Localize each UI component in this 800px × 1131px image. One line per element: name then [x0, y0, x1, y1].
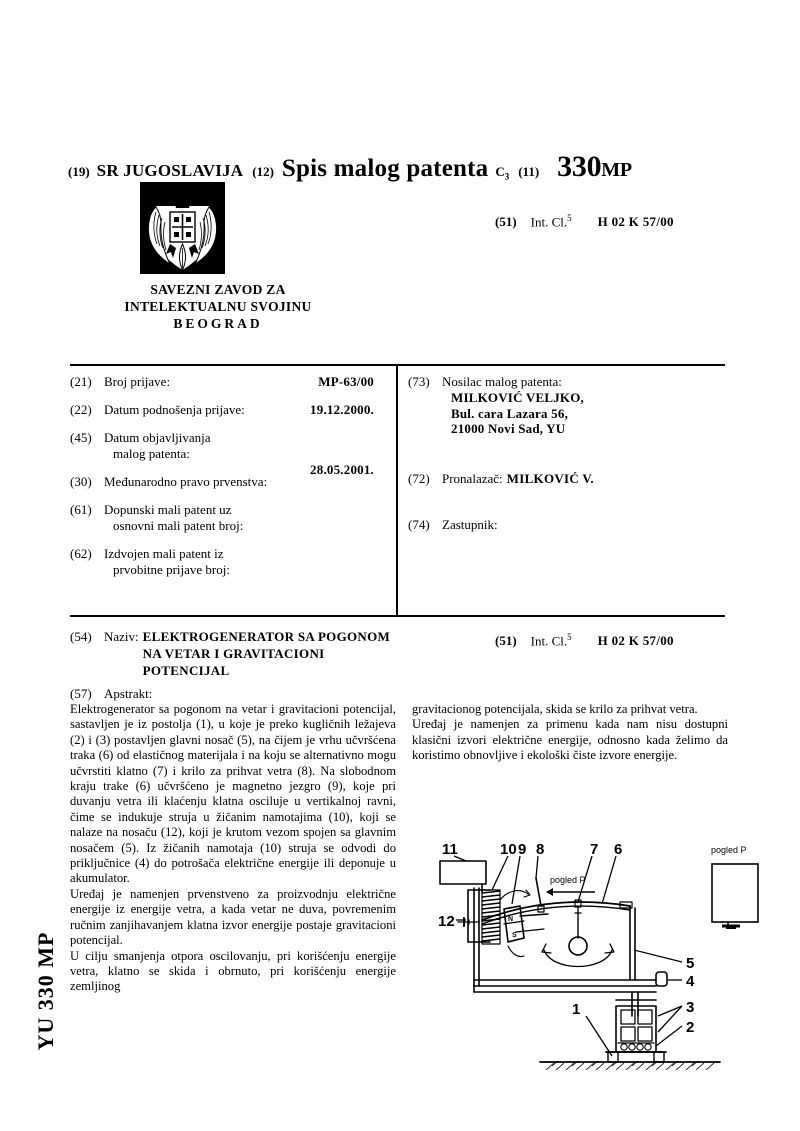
biblio-row-inventor — [408, 471, 726, 487]
office-name-line1: SAVEZNI ZAVOD ZA — [150, 282, 286, 297]
inid-code-57: (57) — [70, 686, 92, 701]
inid-code-74: (74) — [408, 516, 430, 532]
figure-arrow-view-label: pogled P — [550, 875, 586, 885]
figure-inset-view-label: pogled P — [711, 845, 747, 855]
figure-callout-4: 4 — [686, 973, 695, 990]
inid-code-61: (61) — [70, 502, 92, 517]
technical-drawing-figure — [420, 820, 780, 1070]
int-cl-top — [495, 213, 674, 230]
filing-date-label: Datum podnošenja prijave: — [104, 402, 245, 417]
biblio-row-filing-date — [70, 402, 392, 418]
publication-date-value: 28.05.2001. — [310, 462, 374, 477]
abstract-heading — [70, 686, 152, 702]
biblio-right-column — [408, 374, 726, 545]
inid-code-51-top: (51) — [495, 214, 517, 230]
abstract-column-left — [70, 702, 396, 995]
int-cl-bottom — [495, 632, 674, 649]
office-name — [103, 281, 333, 332]
document-kind-code: $C_3$ — [495, 164, 510, 182]
publication-date-label: Datum objavljivanja malog patenta: — [104, 430, 211, 461]
divisional-patent-label: Izdvojen mali patent iz prvobitne prijave broj: — [104, 546, 230, 577]
figure-callout-2: 2 — [686, 1019, 695, 1036]
figure-callout-7: 7 — [590, 841, 599, 858]
office-name-line2: INTELEKTUALNU SVOJINU — [124, 299, 312, 314]
figure-callout-6: 6 — [614, 841, 623, 858]
inid-code-51-bottom: (51) — [495, 633, 517, 649]
inid-code-54: (54) — [70, 629, 92, 644]
biblio-top-rule — [70, 364, 725, 366]
biblio-column-divider — [396, 366, 398, 616]
abstract-text-right: gravitacionog potencijala, skida se krilo za prihvat vetra. Uređaj je namenjen za primenu kada nam nisu dostupni klasični izvori električne energije, odnosno kada želimo da koristimo obnovljive i ekološki čiste izvore energije. — [412, 702, 728, 763]
invention-title-line2: NA VETAR I GRAVITACIONI — [142, 646, 325, 661]
inventor-label: Pronalazač: — [442, 470, 503, 486]
holder-city: 21000 Novi Sad, YU — [451, 421, 566, 436]
magnet-south-pole-label: S — [512, 932, 517, 939]
biblio-row-publication-date — [70, 430, 392, 477]
holder-label: Nosilac malog patenta: — [442, 374, 562, 389]
application-number-value: MP-63/00 — [318, 374, 374, 389]
figure-callout-5: 5 — [686, 955, 695, 972]
biblio-row-divisional-patent — [70, 546, 392, 578]
invention-title-line1: ELEKTROGENERATOR SA POGONOM — [142, 629, 391, 644]
figure-callout-10: 10 — [500, 841, 517, 858]
inventor-name: MILKOVIĆ V. — [506, 470, 594, 486]
yugoslavia-coat-of-arms-emblem — [140, 182, 225, 274]
inid-code-22: (22) — [70, 402, 92, 417]
inid-code-73: (73) — [408, 374, 430, 389]
inid-code-19: (19) — [68, 164, 90, 179]
side-margin-patent-code: YU 330 MP — [33, 931, 58, 1051]
abstract-column-right — [412, 702, 728, 764]
invention-title-block — [70, 628, 400, 679]
int-cl-value-bottom: H 02 K 57/00 — [597, 633, 674, 649]
office-city: BEOGRAD — [173, 316, 263, 331]
holder-street: Bul. cara Lazara 56, — [451, 405, 569, 421]
application-number-label: Broj prijave: — [104, 374, 171, 389]
figure-callout-9: 9 — [518, 841, 527, 858]
holder-name: MILKOVIĆ VELJKO, — [451, 390, 584, 405]
biblio-row-representative — [408, 517, 726, 533]
inid-code-62: (62) — [70, 546, 92, 561]
inid-code-21: (21) — [70, 374, 92, 389]
biblio-row-priority — [70, 474, 392, 490]
inid-code-45: (45) — [70, 430, 92, 445]
representative-label: Zastupnik: — [442, 516, 498, 532]
biblio-row-holder — [408, 374, 726, 437]
document-type-title: Spis malog patenta — [281, 155, 489, 182]
inid-code-30: (30) — [70, 474, 92, 489]
priority-label: Međunarodno pravo prvenstva: — [104, 474, 268, 489]
figure-callout-8: 8 — [536, 841, 545, 858]
biblio-left-column — [70, 374, 392, 590]
invention-title-line3: POTENCIJAL — [142, 663, 230, 678]
abstract-label: Apstrakt: — [104, 686, 153, 701]
magnet-north-pole-label: N — [508, 916, 514, 923]
figure-callout-12: 12 — [438, 913, 455, 930]
inid-code-72: (72) — [408, 470, 430, 486]
inid-code-12: (12) — [252, 164, 274, 179]
figure-callout-1: 1 — [572, 1001, 581, 1018]
biblio-bottom-rule — [70, 615, 725, 617]
invention-title — [143, 628, 390, 679]
title-label: Naziv: — [104, 629, 139, 644]
patent-number: 330MP — [557, 150, 632, 183]
addition-patent-label: Dopunski mali patent uz osnovni mali patent broj: — [104, 502, 244, 533]
abstract-text-left: Elektrogenerator sa pogonom na vetar i gravitacioni potencijal, sastavljen je iz postolja (1), u koje je preko kugličnih ležajeva (2) i (3) postavljen glavni nosač (5), na čijem je vrhu učvršćena traka (6) od elastičnog materijala i na koju se alternativno mogu učvrstiti klatno (7) i krilo za prihvat vetra (8). Na slobodnom kraju trake (6) učvršćeno je magnetno jezgro (9), koje pri duvanju vetra ili klaćenju klatna osciluje u vertikalnoj ravni, čime se indukuje struja u žičanim namotajima (10), koji se nalaze na nosaču (12), koji je krutom vezom spojen sa glavnim nosačem (5). Iz žičanih namotaja (10) struja se odvodi do priključnice (4) do potrošača električne energije ili deponuje u akumulator. Uređaj je namenjen prvenstveno za proizvodnju električne energije iz energije vetra, a kada vetar ne duva, povremenim ručnim zanjihavanjem klatna izvor energije postaje gravitacioni potencijal. U cilju smanjenja otpora oscilovanju, pri korišćenju energije vetra, klatno se skida i obrnuto, pri korišćenju energije zemljinog — [70, 702, 396, 994]
int-cl-label-top: Int. Cl.$^5$ — [530, 213, 572, 230]
document-header — [68, 150, 732, 184]
filing-date-value: 19.12.2000. — [310, 402, 374, 417]
int-cl-label-bottom: Int. Cl.$^5$ — [530, 632, 572, 649]
biblio-row-addition-patent — [70, 502, 392, 534]
biblio-row-application-number — [70, 374, 392, 390]
inid-code-11: (11) — [518, 164, 540, 179]
int-cl-value-top: H 02 K 57/00 — [597, 214, 674, 230]
figure-callout-3: 3 — [686, 999, 695, 1016]
figure-callout-11: 11 — [442, 841, 458, 858]
country-name: SR JUGOSLAVIJA — [96, 161, 244, 180]
